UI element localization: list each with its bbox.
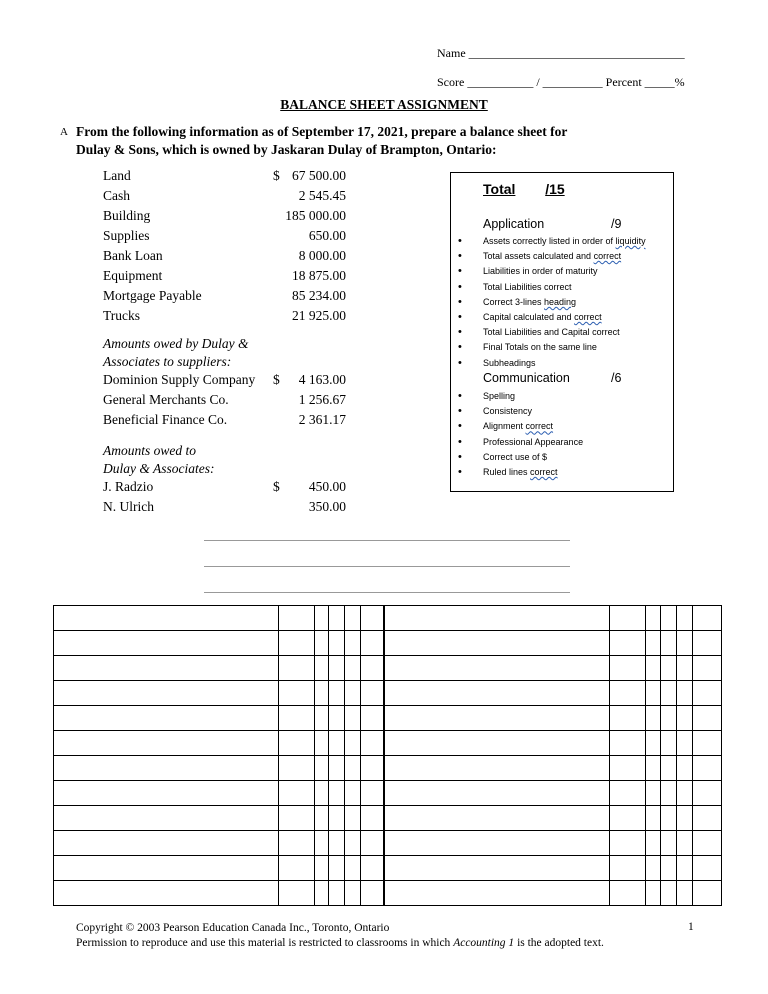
- ledger-amount-cell[interactable]: [344, 631, 360, 656]
- book-title: Accounting 1: [453, 937, 515, 949]
- rubric-communication-heading: [483, 371, 622, 385]
- ledger-amount-cell[interactable]: [278, 706, 314, 731]
- receivables-list: [103, 477, 346, 517]
- ledger-amount-cell[interactable]: [328, 631, 344, 656]
- supplier-row: [103, 370, 346, 390]
- ledger-amount-cell[interactable]: [328, 831, 344, 856]
- application-criteria-list: [451, 234, 646, 371]
- ledger-row[interactable]: [54, 731, 722, 756]
- ledger-amount-cell[interactable]: [610, 881, 646, 906]
- ledger-amount-cell[interactable]: [676, 606, 692, 631]
- criterion-text: Ruled lines: [483, 466, 531, 477]
- heading-line-3[interactable]: [204, 592, 570, 593]
- ledger-amount-cell[interactable]: [646, 756, 661, 781]
- ledger-amount-cell[interactable]: [328, 881, 344, 906]
- account-label: Supplies: [103, 228, 150, 243]
- ledger-row[interactable]: [54, 831, 722, 856]
- ledger-row[interactable]: [54, 856, 722, 881]
- permission-text: Permission to reproduce and use this material is restricted to classrooms in which: [76, 937, 454, 949]
- account-row: [103, 186, 346, 206]
- ledger-amount-cell[interactable]: [344, 881, 360, 906]
- ledger-amount-cell[interactable]: [328, 681, 344, 706]
- ledger-description-cell[interactable]: [54, 831, 279, 856]
- ledger-amount-cell[interactable]: [314, 756, 328, 781]
- ledger-description-cell[interactable]: [384, 831, 610, 856]
- criterion-text: Liabilities in order of maturity: [483, 266, 598, 277]
- ledger-amount-cell[interactable]: [692, 781, 721, 806]
- ledger-description-cell[interactable]: [384, 756, 610, 781]
- receivable-row: [103, 497, 346, 517]
- question-line-1: From the following information as of September 17, 2021, prepare a balance sheet for: [76, 124, 568, 139]
- page-number: 1: [688, 921, 694, 933]
- rubric-application-heading: [483, 217, 622, 231]
- ledger-amount-cell[interactable]: [646, 831, 661, 856]
- ledger-amount-cell[interactable]: [676, 756, 692, 781]
- percent-blank: _____: [644, 75, 675, 89]
- account-amount: 2 545.45: [298, 188, 346, 203]
- ledger-amount-cell[interactable]: [646, 731, 661, 756]
- ledger-row[interactable]: [54, 706, 722, 731]
- ledger-amount-cell[interactable]: [278, 806, 314, 831]
- ledger-row[interactable]: [54, 631, 722, 656]
- name-label: Name: [437, 46, 466, 60]
- ledger-description-cell[interactable]: [384, 881, 610, 906]
- ledger-amount-cell[interactable]: [692, 881, 721, 906]
- ledger-amount-cell[interactable]: [278, 681, 314, 706]
- dollar-sign: $: [273, 372, 280, 387]
- ledger-amount-cell[interactable]: [610, 631, 646, 656]
- ledger-amount-cell[interactable]: [676, 806, 692, 831]
- rubric-criterion: [451, 450, 583, 465]
- ledger-amount-cell[interactable]: [360, 606, 384, 631]
- ledger-amount-cell[interactable]: [314, 806, 328, 831]
- ledger-amount-cell[interactable]: [646, 706, 661, 731]
- rubric-criterion: [451, 325, 646, 340]
- ledger-amount-cell[interactable]: [610, 856, 646, 881]
- ledger-description-cell[interactable]: [54, 606, 279, 631]
- ledger-row[interactable]: [54, 656, 722, 681]
- ledger-amount-cell[interactable]: [344, 856, 360, 881]
- ledger-description-cell[interactable]: [384, 631, 610, 656]
- ledger-amount-cell[interactable]: [344, 781, 360, 806]
- ledger-amount-cell[interactable]: [314, 831, 328, 856]
- account-amount: 650.00: [308, 228, 346, 243]
- name-blank: ____________________________________: [468, 46, 685, 60]
- ledger-amount-cell[interactable]: [314, 656, 328, 681]
- rubric-criterion: [451, 435, 583, 450]
- application-score: /9: [611, 217, 622, 231]
- ledger-amount-cell[interactable]: [692, 731, 721, 756]
- ledger-amount-cell[interactable]: [328, 606, 344, 631]
- ledger-amount-cell[interactable]: [676, 681, 692, 706]
- ledger-amount-cell[interactable]: [676, 706, 692, 731]
- receivables-heading-line-2: Dulay & Associates:: [103, 461, 215, 476]
- ledger-amount-cell[interactable]: [692, 831, 721, 856]
- account-label: Land: [103, 168, 131, 183]
- ledger-amount-cell[interactable]: [344, 681, 360, 706]
- receivable-amount: 450.00: [308, 479, 346, 494]
- communication-label: Communication: [483, 371, 570, 385]
- balance-sheet-grid[interactable]: [53, 605, 722, 906]
- score-out-of-blank: __________: [542, 75, 603, 89]
- account-row: [103, 246, 346, 266]
- account-row: [103, 206, 346, 226]
- ledger-amount-cell[interactable]: [610, 706, 646, 731]
- supplier-row: [103, 410, 346, 430]
- ledger-description-cell[interactable]: [384, 806, 610, 831]
- criterion-text: Correct use of $: [483, 451, 548, 462]
- receivables-heading: [103, 442, 215, 478]
- score-field: [437, 75, 685, 90]
- ledger-amount-cell[interactable]: [661, 656, 677, 681]
- ledger-amount-cell[interactable]: [661, 606, 677, 631]
- ledger-amount-cell[interactable]: [344, 706, 360, 731]
- criterion-flagged-word: correct: [574, 311, 602, 322]
- ledger-amount-cell[interactable]: [676, 781, 692, 806]
- ledger-description-cell[interactable]: [384, 606, 610, 631]
- criterion-text: Subheadings: [483, 357, 536, 368]
- dollar-sign: [273, 286, 283, 306]
- ledger-row[interactable]: [54, 681, 722, 706]
- ledger-amount-cell[interactable]: [610, 756, 646, 781]
- ledger-amount-cell[interactable]: [328, 756, 344, 781]
- ledger-amount-cell[interactable]: [646, 806, 661, 831]
- criterion-text: Alignment: [483, 421, 526, 432]
- ledger-amount-cell[interactable]: [328, 656, 344, 681]
- ledger-amount-cell[interactable]: [344, 806, 360, 831]
- rubric-criterion: [451, 389, 583, 404]
- percent-sign: %: [674, 75, 685, 89]
- ledger-amount-cell[interactable]: [676, 731, 692, 756]
- ledger-amount-cell[interactable]: [692, 631, 721, 656]
- criterion-text: Correct 3-lines: [483, 296, 545, 307]
- dollar-sign: [273, 266, 283, 286]
- ledger-amount-cell[interactable]: [676, 856, 692, 881]
- heading-line-1[interactable]: [204, 540, 570, 541]
- footer: [76, 921, 604, 951]
- ledger-amount-cell[interactable]: [676, 656, 692, 681]
- ledger-amount-cell[interactable]: [661, 806, 677, 831]
- question-line-2: Dulay & Sons, which is owned by Jaskaran Dulay of Brampton, Ontario:: [76, 142, 497, 157]
- ledger-amount-cell[interactable]: [360, 681, 384, 706]
- dollar-sign: [273, 410, 283, 430]
- ledger-row[interactable]: [54, 756, 722, 781]
- ledger-amount-cell[interactable]: [360, 856, 384, 881]
- supplier-label: General Merchants Co.: [103, 392, 229, 407]
- ledger-amount-cell[interactable]: [692, 706, 721, 731]
- dollar-sign: [273, 226, 283, 246]
- percent-label: Percent: [605, 75, 642, 89]
- criterion-text: Total Liabilities correct: [483, 281, 572, 292]
- score-label: Score: [437, 75, 465, 89]
- criterion-flagged-word: heading: [544, 296, 577, 307]
- ledger-amount-cell[interactable]: [610, 806, 646, 831]
- ledger-amount-cell[interactable]: [360, 831, 384, 856]
- rubric-total-score: /15: [545, 181, 565, 197]
- ledger-description-cell[interactable]: [54, 856, 279, 881]
- rubric-criterion: [451, 419, 583, 434]
- ledger-amount-cell[interactable]: [646, 781, 661, 806]
- question-text: [76, 123, 567, 159]
- rubric-criterion: [451, 465, 583, 480]
- ledger-amount-cell[interactable]: [278, 756, 314, 781]
- account-list: [103, 166, 346, 326]
- ledger-amount-cell[interactable]: [646, 631, 661, 656]
- score-blank: ___________: [467, 75, 534, 89]
- ledger-amount-cell[interactable]: [610, 831, 646, 856]
- ledger-description-cell[interactable]: [384, 856, 610, 881]
- ledger-amount-cell[interactable]: [360, 656, 384, 681]
- marking-rubric: [450, 172, 674, 492]
- ledger-amount-cell[interactable]: [692, 606, 721, 631]
- account-row: [103, 226, 346, 246]
- suppliers-heading-line-2: Associates to suppliers:: [103, 354, 232, 369]
- ledger-amount-cell[interactable]: [676, 831, 692, 856]
- ledger-amount-cell[interactable]: [360, 706, 384, 731]
- ledger-amount-cell[interactable]: [646, 881, 661, 906]
- ledger-amount-cell[interactable]: [610, 606, 646, 631]
- suppliers-heading: [103, 335, 248, 371]
- account-amount: 8 000.00: [298, 248, 346, 263]
- application-label: Application: [483, 217, 545, 231]
- account-amount: 21 925.00: [292, 308, 346, 323]
- ledger-amount-cell[interactable]: [646, 656, 661, 681]
- rubric-criterion: [451, 356, 646, 371]
- account-label: Bank Loan: [103, 248, 163, 263]
- account-row: [103, 286, 346, 306]
- rubric-criterion: [451, 310, 646, 325]
- ledger-amount-cell[interactable]: [661, 631, 677, 656]
- criterion-text: Professional Appearance: [483, 436, 584, 447]
- ledger-amount-cell[interactable]: [278, 881, 314, 906]
- ledger-row[interactable]: [54, 806, 722, 831]
- supplier-row: [103, 390, 346, 410]
- ledger-amount-cell[interactable]: [692, 756, 721, 781]
- ledger-amount-cell[interactable]: [314, 856, 328, 881]
- dollar-sign: [273, 390, 283, 410]
- communication-score: /6: [611, 371, 622, 385]
- ledger-description-cell[interactable]: [384, 681, 610, 706]
- ledger-description-cell[interactable]: [384, 731, 610, 756]
- ledger-description-cell[interactable]: [384, 781, 610, 806]
- ledger-amount-cell[interactable]: [314, 706, 328, 731]
- ledger-amount-cell[interactable]: [676, 631, 692, 656]
- ledger-amount-cell[interactable]: [328, 781, 344, 806]
- dollar-sign: [273, 246, 283, 266]
- score-slash: /: [536, 75, 540, 89]
- supplier-label: Beneficial Finance Co.: [103, 412, 228, 427]
- question-letter: A: [60, 126, 68, 138]
- rubric-total-label: Total: [483, 181, 516, 197]
- dollar-sign: [273, 497, 283, 517]
- permission-text-end: is the adopted text.: [514, 937, 604, 949]
- ledger-row[interactable]: [54, 606, 722, 631]
- account-label: Trucks: [103, 308, 141, 323]
- name-field: [437, 46, 685, 61]
- ledger-amount-cell[interactable]: [610, 656, 646, 681]
- ledger-description-cell[interactable]: [54, 631, 279, 656]
- receivable-amount: 350.00: [308, 499, 346, 514]
- ledger-amount-cell[interactable]: [610, 681, 646, 706]
- rubric-criterion: [451, 280, 646, 295]
- account-row: [103, 306, 346, 326]
- ledger-amount-cell[interactable]: [314, 731, 328, 756]
- ledger-amount-cell[interactable]: [692, 856, 721, 881]
- ledger-description-cell[interactable]: [54, 881, 279, 906]
- receivables-heading-line-1: Amounts owed to: [103, 443, 196, 458]
- receivable-label: N. Ulrich: [103, 499, 154, 514]
- ledger-amount-cell[interactable]: [314, 881, 328, 906]
- ledger-amount-cell[interactable]: [661, 681, 677, 706]
- ledger-amount-cell[interactable]: [646, 606, 661, 631]
- ledger-amount-cell[interactable]: [344, 831, 360, 856]
- criterion-text: Capital calculated and: [483, 311, 575, 322]
- ledger-amount-cell[interactable]: [646, 856, 661, 881]
- supplier-amount: 2 361.17: [298, 412, 346, 427]
- ledger-description-cell[interactable]: [54, 781, 279, 806]
- ledger-amount-cell[interactable]: [314, 781, 328, 806]
- rubric-criterion: [451, 264, 646, 279]
- copyright-line: Copyright © 2003 Pearson Education Canada Inc., Toronto, Ontario: [76, 922, 390, 934]
- ledger-amount-cell[interactable]: [328, 806, 344, 831]
- ledger-description-cell[interactable]: [54, 756, 279, 781]
- criterion-text: Consistency: [483, 406, 533, 417]
- criterion-text: Total Liabilities and Capital correct: [483, 327, 620, 338]
- ledger-amount-cell[interactable]: [328, 856, 344, 881]
- ledger-amount-cell[interactable]: [278, 781, 314, 806]
- receivable-row: [103, 477, 346, 497]
- ledger-description-cell[interactable]: [54, 681, 279, 706]
- suppliers-list: [103, 370, 346, 430]
- permission-line: [76, 936, 604, 951]
- account-label: Equipment: [103, 268, 163, 283]
- ledger-description-cell[interactable]: [54, 806, 279, 831]
- ledger-amount-cell[interactable]: [661, 831, 677, 856]
- ledger-amount-cell[interactable]: [314, 606, 328, 631]
- ledger-amount-cell[interactable]: [692, 681, 721, 706]
- ledger-amount-cell[interactable]: [278, 731, 314, 756]
- ledger-amount-cell[interactable]: [692, 806, 721, 831]
- ledger-amount-cell[interactable]: [314, 681, 328, 706]
- communication-criteria-list: [451, 389, 583, 480]
- ledger-amount-cell[interactable]: [661, 856, 677, 881]
- ledger-description-cell[interactable]: [54, 731, 279, 756]
- rubric-total: [483, 181, 565, 197]
- criterion-text: Assets correctly listed in order of: [483, 236, 616, 246]
- dollar-sign: [273, 186, 283, 206]
- ledger-amount-cell[interactable]: [314, 631, 328, 656]
- ledger-amount-cell[interactable]: [278, 656, 314, 681]
- ledger-amount-cell[interactable]: [661, 881, 677, 906]
- ledger-amount-cell[interactable]: [278, 831, 314, 856]
- criterion-flagged-word: correct: [525, 421, 554, 432]
- dollar-sign: [273, 306, 283, 326]
- ledger-amount-cell[interactable]: [344, 606, 360, 631]
- ledger-amount-cell[interactable]: [344, 656, 360, 681]
- rubric-criterion: [451, 249, 646, 264]
- account-amount: 18 875.00: [292, 268, 346, 283]
- account-label: Mortgage Payable: [103, 288, 202, 303]
- dollar-sign: $: [273, 479, 280, 494]
- ledger-amount-cell[interactable]: [661, 731, 677, 756]
- supplier-label: Dominion Supply Company: [103, 372, 256, 387]
- ledger-amount-cell[interactable]: [646, 681, 661, 706]
- ledger-amount-cell[interactable]: [610, 731, 646, 756]
- ledger-amount-cell[interactable]: [360, 806, 384, 831]
- rubric-criterion: [451, 234, 646, 249]
- ledger-amount-cell[interactable]: [360, 756, 384, 781]
- account-row: [103, 266, 346, 286]
- ledger-description-cell[interactable]: [54, 706, 279, 731]
- suppliers-heading-line-1: Amounts owed by Dulay &: [103, 336, 249, 351]
- account-label: Cash: [103, 188, 130, 203]
- account-label: Building: [103, 208, 151, 223]
- receivable-label: J. Radzio: [103, 479, 154, 494]
- account-amount: 185 000.00: [285, 208, 346, 223]
- account-row: [103, 166, 346, 186]
- ledger-amount-cell[interactable]: [344, 731, 360, 756]
- criterion-flagged-word: liquidity: [615, 236, 646, 246]
- criterion-flagged-word: correct: [593, 251, 622, 262]
- ledger-amount-cell[interactable]: [610, 781, 646, 806]
- criterion-text: Final Totals on the same line: [483, 342, 597, 353]
- account-amount: 85 234.00: [292, 288, 346, 303]
- rubric-criterion: [451, 295, 646, 310]
- ledger-amount-cell[interactable]: [278, 606, 314, 631]
- ledger-amount-cell[interactable]: [360, 631, 384, 656]
- criterion-text: Total assets calculated and: [483, 251, 594, 262]
- ledger-amount-cell[interactable]: [676, 881, 692, 906]
- page-title: BALANCE SHEET ASSIGNMENT: [280, 97, 488, 112]
- ledger-description-cell[interactable]: [384, 656, 610, 681]
- ledger-amount-cell[interactable]: [661, 756, 677, 781]
- dollar-sign: $: [273, 168, 280, 183]
- ledger-description-cell[interactable]: [54, 656, 279, 681]
- account-amount: 67 500.00: [292, 168, 346, 183]
- criterion-flagged-word: correct: [530, 466, 558, 477]
- ledger-amount-cell[interactable]: [360, 731, 384, 756]
- ledger-amount-cell[interactable]: [661, 706, 677, 731]
- dollar-sign: [273, 206, 283, 226]
- ledger-amount-cell[interactable]: [360, 881, 384, 906]
- ledger-amount-cell[interactable]: [360, 781, 384, 806]
- ledger-amount-cell[interactable]: [278, 631, 314, 656]
- ledger-row[interactable]: [54, 881, 722, 906]
- ledger-row[interactable]: [54, 781, 722, 806]
- criterion-text: Spelling: [483, 391, 516, 401]
- ledger-amount-cell[interactable]: [278, 856, 314, 881]
- supplier-amount: 1 256.67: [298, 392, 346, 407]
- ledger-description-cell[interactable]: [384, 706, 610, 731]
- heading-line-2[interactable]: [204, 566, 570, 567]
- rubric-criterion: [451, 340, 646, 355]
- ledger-amount-cell[interactable]: [328, 706, 344, 731]
- supplier-amount: 4 163.00: [298, 372, 346, 387]
- ledger-amount-cell[interactable]: [344, 756, 360, 781]
- ledger-amount-cell[interactable]: [328, 731, 344, 756]
- ledger-amount-cell[interactable]: [661, 781, 677, 806]
- ledger-amount-cell[interactable]: [692, 656, 721, 681]
- rubric-criterion: [451, 404, 583, 419]
